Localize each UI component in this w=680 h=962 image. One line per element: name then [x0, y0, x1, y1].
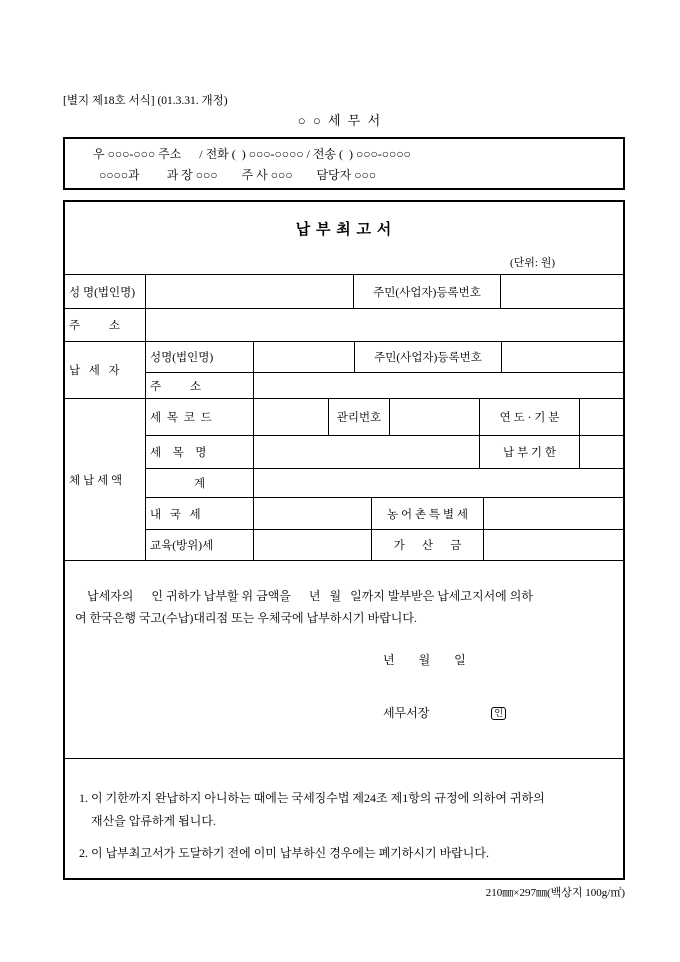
- tax-item-code-label: 세 목 코 드: [150, 412, 212, 424]
- row-name: [65, 274, 623, 308]
- total-label: 계: [193, 478, 206, 490]
- reg-no-label: 주민(사업자)등록번호: [353, 275, 500, 308]
- year-period-label: 연 도 · 기 분: [479, 399, 579, 435]
- management-no-value-cell: [389, 399, 479, 435]
- note-1-line-2: 재산을 압류하게 됩니다.: [91, 814, 216, 828]
- contact-line-staff: ○○○○과 과 장 ○○○ 주 사 ○○○ 담당자 ○○○: [93, 168, 376, 182]
- farming-special-tax-label: 농 어 촌 특 별 세: [371, 498, 483, 529]
- address-value-cell: [145, 309, 623, 341]
- seal-mark: 인: [491, 707, 506, 720]
- reg-no-value-cell: [500, 275, 623, 308]
- national-tax-label: 내 국 세: [150, 508, 201, 521]
- unit-note: (단위: 원): [509, 257, 555, 269]
- form-title-area: [65, 202, 623, 274]
- farming-special-tax-value-cell: [483, 498, 623, 529]
- signer-title: 세무서장: [383, 706, 430, 720]
- education-defense-tax-label: 교육(방위)세: [150, 540, 214, 552]
- form-reference: [별지 제18호 서식] (01.3.31. 개정): [63, 95, 228, 107]
- taxpayer-label: 납 세 자: [69, 365, 120, 377]
- taxpayer-address-label: 주 소: [150, 380, 201, 393]
- national-tax-value-cell: [253, 498, 371, 529]
- taxpayer-name-row: [146, 342, 623, 372]
- payment-due-label: 납 부 기 한: [479, 436, 579, 468]
- note-2: 2. 이 납부최고서가 도달하기 전에 이미 납부하신 경우에는 폐기하시기 바랍니다.: [79, 846, 489, 860]
- taxpayer-address-value-cell: [253, 373, 623, 398]
- surcharge-value-cell: [483, 530, 623, 560]
- total-value-cell: [253, 469, 623, 497]
- taxpayer-address-row: [146, 372, 623, 398]
- education-tax-row: [146, 529, 623, 560]
- signature-line: [383, 704, 506, 721]
- tax-name-row: [146, 435, 623, 468]
- name-value-cell: [145, 275, 353, 308]
- education-defense-tax-value-cell: [253, 530, 371, 560]
- year-period-value-cell: [579, 399, 623, 435]
- row-address: [65, 308, 623, 341]
- national-tax-row: [146, 497, 623, 529]
- taxpayer-section: [65, 341, 623, 398]
- notes-area: [65, 758, 623, 879]
- notice-body-line-1: 납세자의 인 귀하가 납부할 위 금액을 년 월 일까지 발부받은 납세고지서에 의하: [75, 589, 533, 603]
- notice-body-area: [65, 560, 623, 758]
- delinquent-amount-label: 체 납 세 액: [69, 474, 123, 487]
- tax-item-name-value-cell: [253, 436, 479, 468]
- notice-body-line-2: 여 한국은행 국고(수납)대리점 또는 우체국에 납부하시기 바랍니다.: [75, 611, 417, 625]
- form-title: 납 부 최 고 서: [295, 222, 393, 238]
- tax-code-row: [146, 399, 623, 435]
- payment-demand-form-box: [63, 200, 625, 880]
- payment-due-value-cell: [579, 436, 623, 468]
- total-row: [146, 468, 623, 497]
- management-no-label: 관리번호: [328, 399, 389, 435]
- taxpayer-name-label: 성명(법인명): [150, 352, 214, 364]
- contact-info-box: [63, 137, 625, 190]
- tax-item-name-label: 세 목 명: [150, 447, 207, 459]
- name-label: 성 명(법인명): [69, 286, 136, 299]
- tax-item-code-value-cell: [253, 399, 328, 435]
- surcharge-label: 가 산 금: [371, 530, 483, 560]
- delinquent-tax-section: [65, 398, 623, 560]
- taxpayer-reg-no-value-cell: [501, 342, 623, 372]
- contact-line-address-phone: 우 ○○○-○○○ 주소 / 전화 ( ) ○○○-○○○○ / 전송 ( ) ○○○-○○○○: [93, 147, 411, 161]
- note-1-line-1: 1. 이 기한까지 완납하지 아니하는 때에는 국세징수법 제24조 제1항의 규정에 의하여 귀하의: [79, 791, 545, 805]
- taxpayer-reg-no-label: 주민(사업자)등록번호: [354, 342, 501, 372]
- address-label: 주 소: [69, 320, 120, 332]
- tax-office-title: ○ ○ 세 무 서: [297, 113, 383, 128]
- date-line: 년 월 일: [383, 653, 466, 667]
- taxpayer-name-value-cell: [253, 342, 354, 372]
- paper-size-note: 210㎜×297㎜(백상지 100g/㎡): [485, 887, 625, 899]
